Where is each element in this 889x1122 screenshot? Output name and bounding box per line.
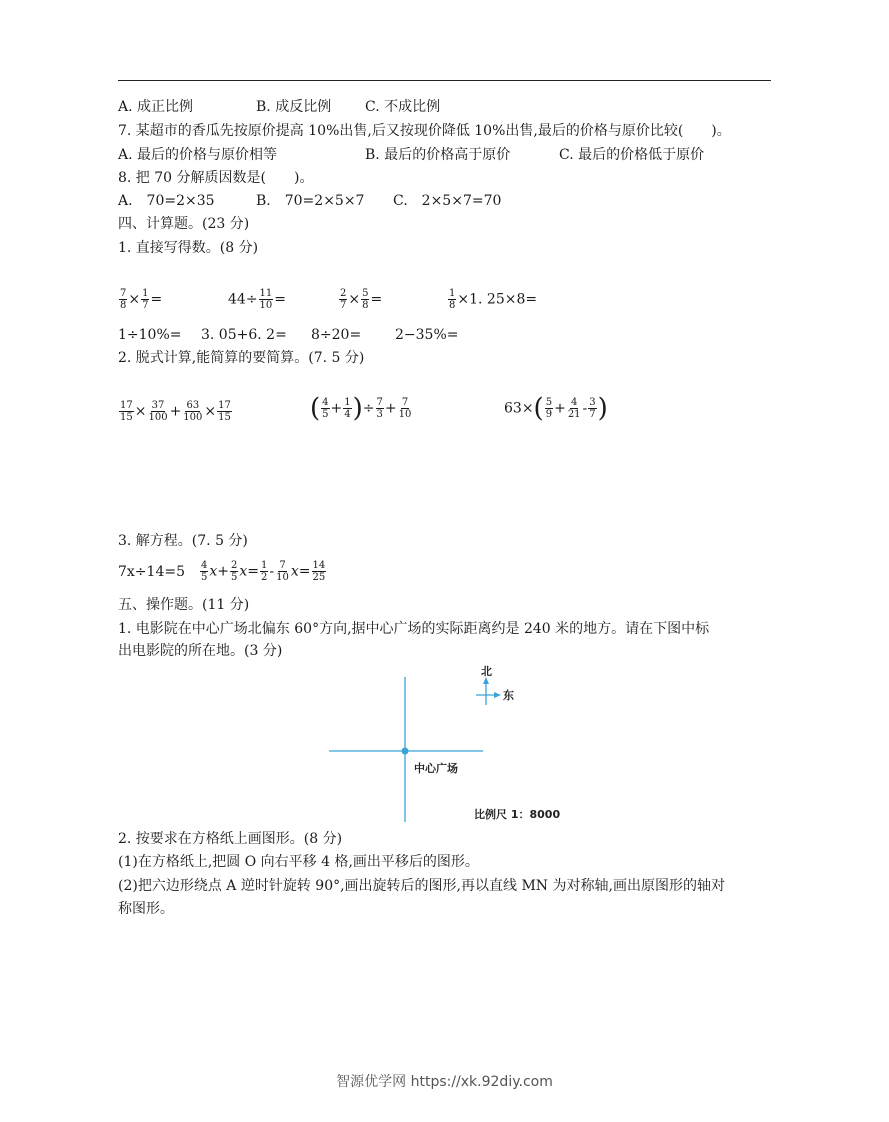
section5-q1-line1: 1. 电影院在中心广场北偏东 60°方向,据中心广场的实际距离约是 240 米的地方。请在下图中标 <box>118 621 710 637</box>
location-diagram-svg <box>300 660 620 830</box>
calc-item-1: $\frac{7}{8}$ × $\frac{1}{7}$ = <box>120 288 163 311</box>
compass-north-arrow <box>483 677 489 684</box>
location-diagram <box>300 660 620 830</box>
q6-option-a: A. 成正比例 <box>118 99 194 115</box>
calc-item-6: 3. 05+6. 2= <box>201 327 287 343</box>
calc-item-5: 1÷10%= <box>118 327 182 343</box>
scale-label: 比例尺 1：8000 <box>474 808 561 821</box>
equation-1: 7x÷14=5 <box>118 564 185 580</box>
top-rule <box>118 80 771 81</box>
q8-option-b: B. 70=2×5×7 <box>256 193 365 209</box>
q7-stem: 7. 某超市的香瓜先按原价提高 10%出售,后又按现价降低 10%出售,最后的价格与原价比较( )。 <box>118 123 731 139</box>
section4-q3-title: 3. 解方程。(7. 5 分) <box>118 533 248 549</box>
section4-q1-title: 1. 直接写得数。(8 分) <box>118 240 259 256</box>
equation-2: $\frac{4}{5}$ x+ $\frac{2}{5}$ x= $\frac{1}{2}$ - $\frac{7}{10}$ x= $\frac{14}{25}$ <box>201 560 326 583</box>
calc-item-8: 2−35%= <box>395 327 459 343</box>
q8-stem: 8. 把 70 分解质因数是( )。 <box>118 170 314 186</box>
calc-item-3: $\frac{2}{7}$ × $\frac{5}{8}$ = <box>340 288 383 311</box>
center-label: 中心广场 <box>414 762 458 775</box>
section5-q1-line2: 出电影院的所在地。(3 分) <box>118 643 283 659</box>
q6-option-b: B. 成反比例 <box>256 99 332 115</box>
q7-option-b: B. 最后的价格高于原价 <box>365 147 511 163</box>
section5-q2-p2-line2: 称图形。 <box>118 901 174 917</box>
center-point <box>402 748 409 755</box>
calc-item-7: 8÷20= <box>311 327 362 343</box>
simplify-expression-2: ( $\frac{4}{5}$ + $\frac{1}{4}$ )÷ $\frac{7}{3}$ + $\frac{7}{10}$ <box>310 393 412 424</box>
simplify-expression-1: $\frac{17}{15}$ × $\frac{37}{100}$ + $\frac{63}{100}$ × $\frac{17}{15}$ <box>120 400 231 423</box>
calc-item-2: 44÷ $\frac{11}{10}$ = <box>228 288 287 311</box>
section5-q2-title: 2. 按要求在方格纸上画图形。(8 分) <box>118 831 343 847</box>
north-label: 北 <box>481 665 492 678</box>
compass-east-arrow <box>494 692 501 698</box>
section4-title: 四、计算题。(23 分) <box>118 216 250 232</box>
q7-option-a: A. 最后的价格与原价相等 <box>118 147 278 163</box>
q8-option-a: A. 70=2×35 <box>118 193 215 209</box>
simplify-expression-3: 63×( $\frac{5}{9}$ + $\frac{4}{21}$ - $\frac{3}{7}$ ) <box>504 393 608 424</box>
section5-q2-p1: (1)在方格纸上,把圆 O 向右平移 4 格,画出平移后的图形。 <box>118 854 479 870</box>
section4-q2-title: 2. 脱式计算,能简算的要简算。(7. 5 分) <box>118 350 365 366</box>
calc-item-4: $\frac{1}{8}$ ×1. 25×8= <box>449 288 538 311</box>
q7-option-c: C. 最后的价格低于原价 <box>559 147 705 163</box>
section5-q2-p2-line1: (2)把六边形绕点 A 逆时针旋转 90°,画出旋转后的图形,再以直线 MN 为对称轴,画出原图形的轴对 <box>118 878 725 894</box>
q6-option-c: C. 不成比例 <box>365 99 441 115</box>
section5-title: 五、操作题。(11 分) <box>118 597 250 613</box>
east-label: 东 <box>503 689 514 702</box>
footer-watermark: 智源优学网 https://xk.92diy.com <box>336 1074 553 1090</box>
q8-option-c: C. 2×5×7=70 <box>393 193 502 209</box>
